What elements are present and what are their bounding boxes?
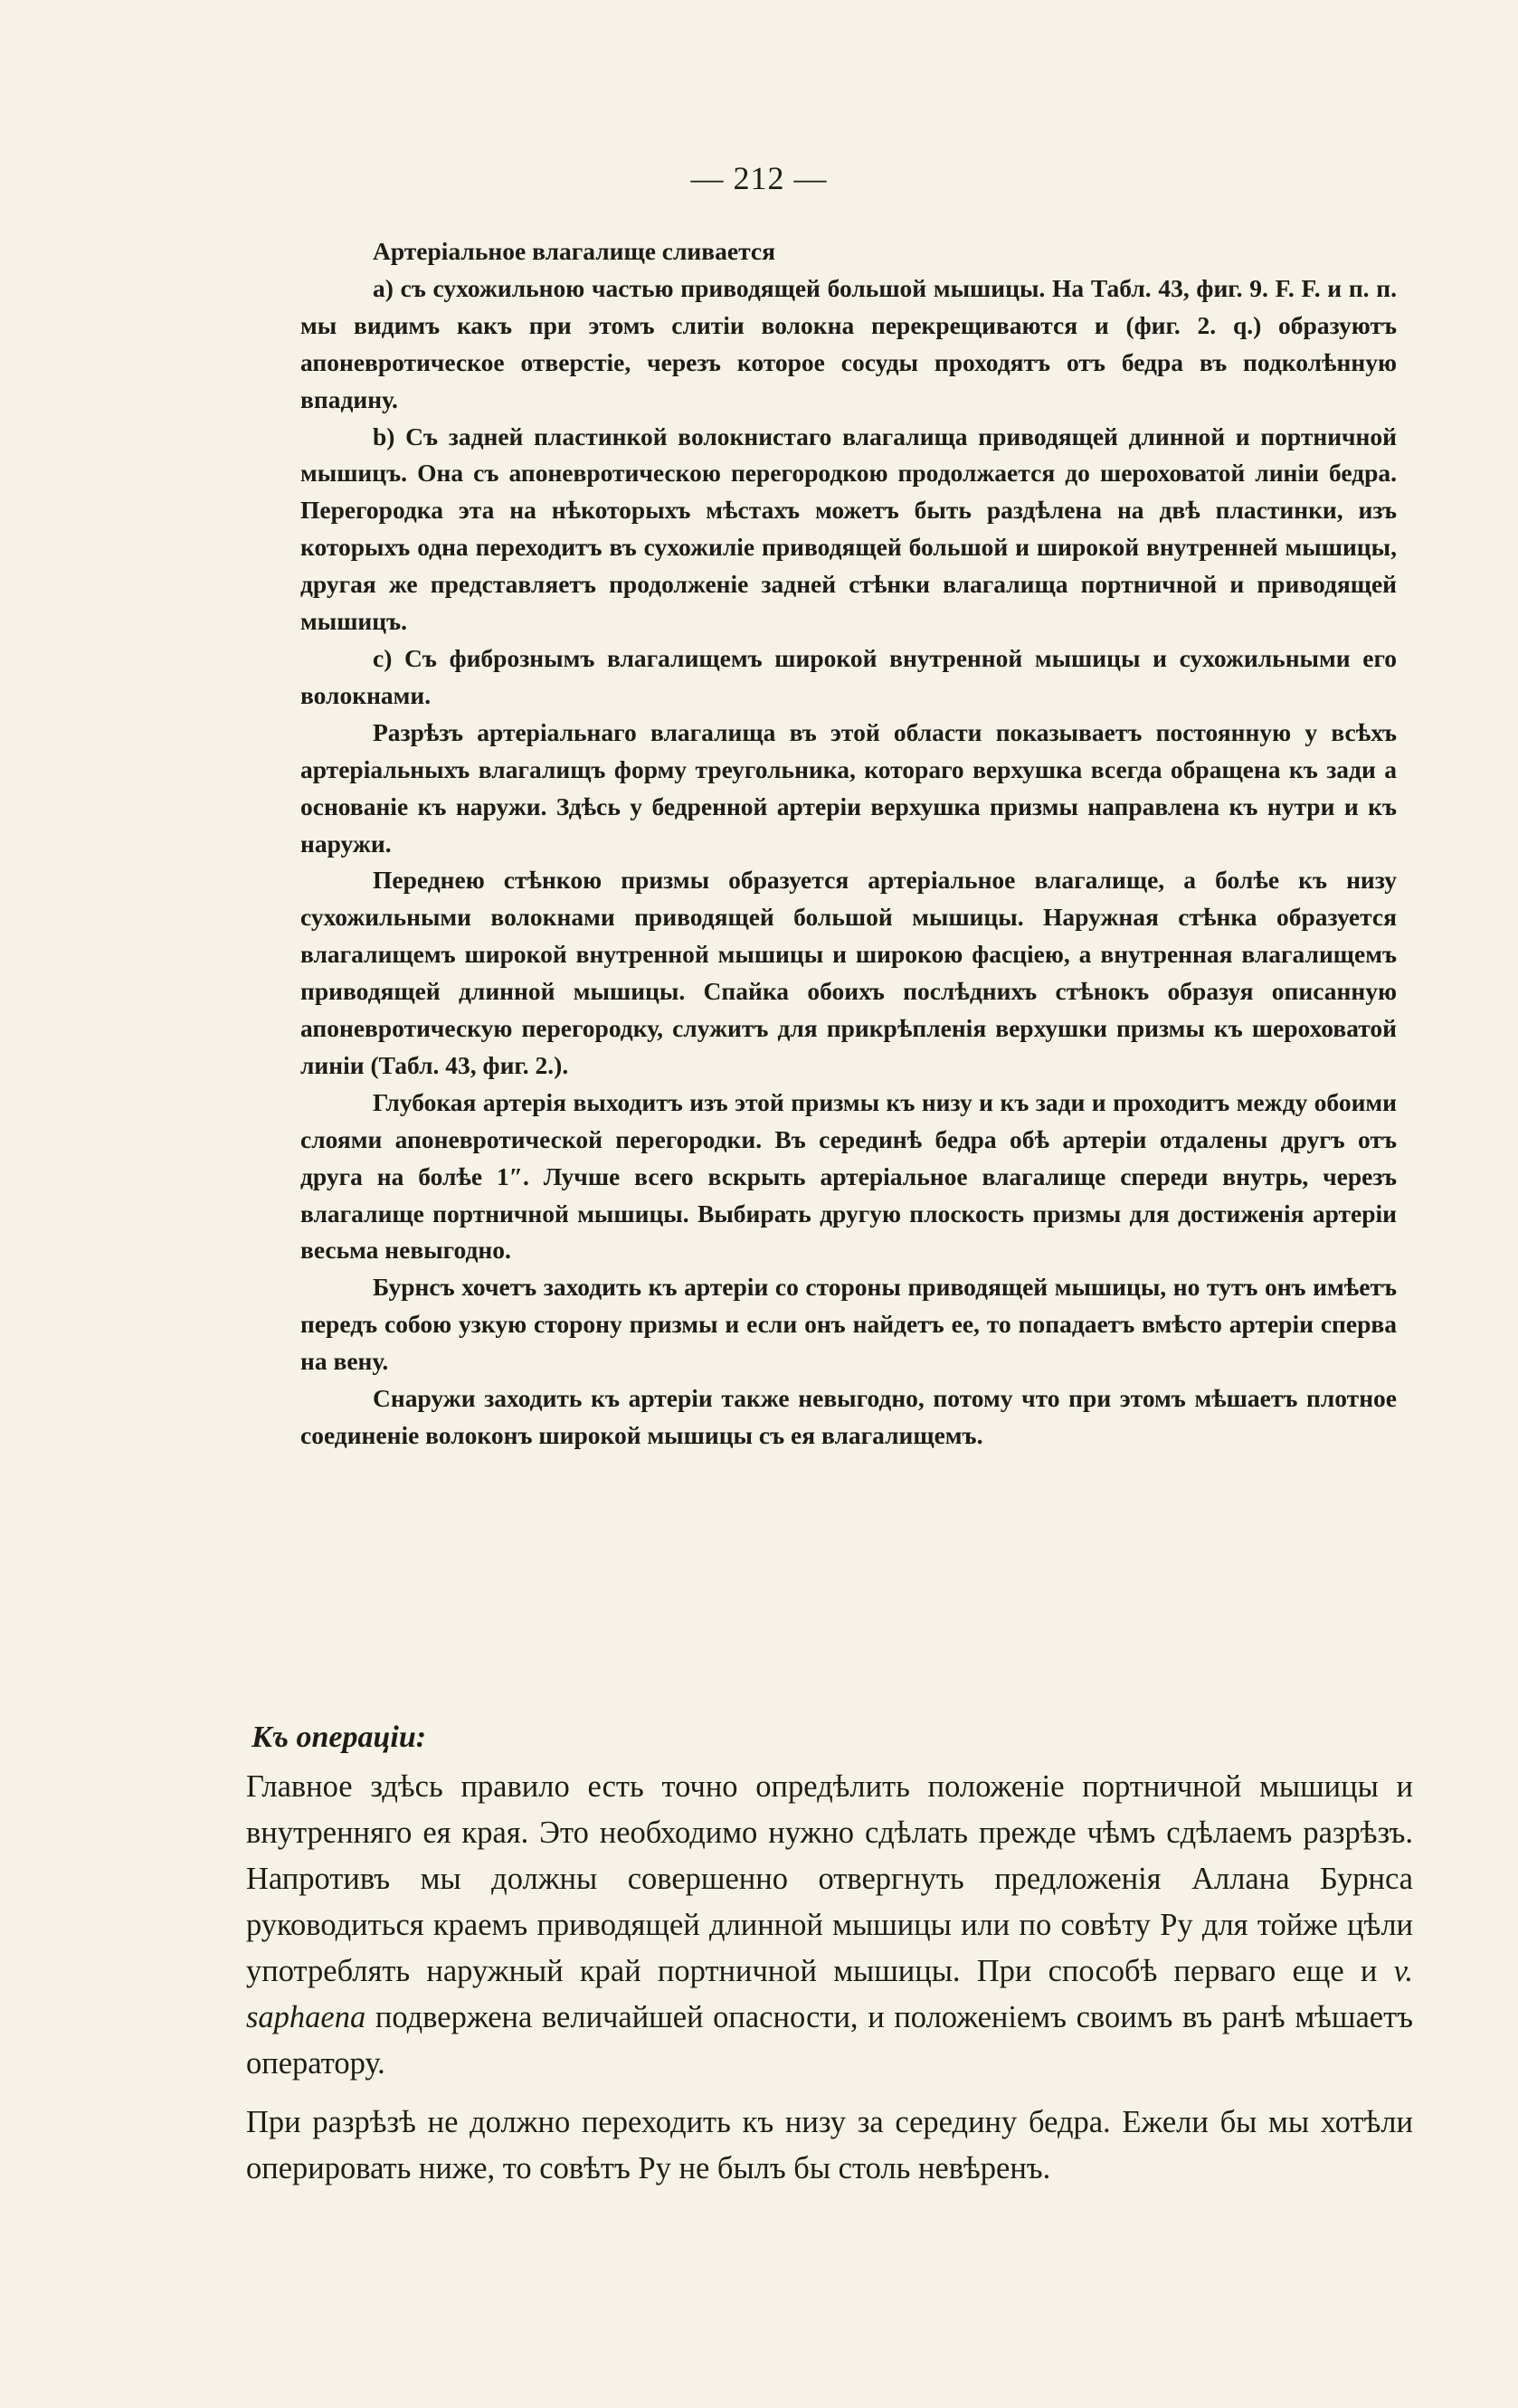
paragraph: b) Съ задней пластинкой волокнистаго влагалища приводящей длинной и портничной мышицъ. Она съ апоневротическою перегородкою продолжается до шероховатой линіи бедра. Перегородка эта на нѣкоторыхъ мѣстахъ можетъ быть раздѣлена на двѣ пластинки, изъ которыхъ одна переходитъ въ сухожиліе приводящей большой и широкой внутренней мышицы, другая же представляетъ продолженіе задней стѣнки влагалища портничной и приводящей мышицъ. [300,422,1397,636]
text-run: подвержена величайшей опасности, и положеніемъ своимъ въ ранѣ мѣшаетъ оператору. [246,2000,1413,2081]
paragraph: a) съ сухожильною частью приводящей большой мышицы. На Табл. 43, фиг. 9. F. F. и п. п. мы видимъ какъ при этомъ слитіи волокна перекрещиваются и (фиг. 2. q.) образуютъ апоневротическое отверстіе, черезъ которое сосуды проходятъ отъ бедра въ подколѣнную впадину. [300,273,1397,413]
paragraph: Бурнсъ хочетъ заходить къ артеріи со стороны приводящей мышицы, но тутъ онъ имѣетъ передъ собою узкую сторону призмы и если онъ найдетъ ее, то попадаетъ вмѣсто артеріи сперва на вену. [300,1273,1397,1376]
paragraph: Артеріальное влагалище сливается [373,237,776,265]
paragraph [246,1764,1413,2087]
paragraph: Снаружи заходить къ артеріи также невыгодно, потому что при этомъ мѣшаетъ плотное соединеніе волоконъ широкой мышицы съ ея влагалищемъ. [300,1384,1397,1449]
text-run: Главное здѣсь правило есть точно опредѣлить положеніе портничной мышицы и внутренняго ея края. Это необходимо нужно сдѣлать прежде чѣмъ сдѣлаемъ разрѣзъ. Напротивъ мы должны совершенно отвергнуть предложенія Аллана Бурнса руководиться краемъ приводящей длинной мышицы или по совѣту Ру для тойже цѣли употреблять наружный край портничной мышицы. При способѣ перваго еще и [246,1769,1413,1988]
section-heading: Къ операціи: [251,1721,427,1754]
latin-term: v. saphaena [246,1954,1413,2034]
paragraph: c) Съ фибрознымъ влагалищемъ широкой внутренной мышицы и сухожильными его волокнами. [300,643,1397,709]
page-number: — 212 — [690,160,828,196]
paragraph: Переднею стѣнкою призмы образуется артеріальное влагалище, а болѣе къ низу сухожильными волокнами приводящей большой мышицы. Наружная стѣнка образуется влагалищемъ широкой внутренной мышицы и широкою фасціею, а внутренная влагалищемъ приводящей длинной мышицы. Спайка обоихъ послѣднихъ стѣнокъ образуя описанную апоневротическую перегородку, служитъ для прикрѣпленія верхушки призмы къ шероховатой линіи (Табл. 43, фиг. 2.). [300,866,1397,1079]
paragraph: При разрѣзѣ не должно переходить къ низу за середину бедра. Ежели бы мы хотѣли оперировать ниже, то совѣтъ Ру не былъ бы столь невѣренъ. [246,2105,1413,2185]
paragraph: Глубокая артерія выходитъ изъ этой призмы къ низу и къ зади и проходитъ между обоими слоями апоневротической перегородки. Въ серединѣ бедра обѣ артеріи отдалены другъ отъ друга на болѣе 1″. Лучше всего вскрыть артеріальное влагалище спереди внутрь, черезъ влагалище портничной мышицы. Выбирать другую плоскость призмы для достиженія артеріи весьма невыгодно. [300,1087,1397,1265]
paragraph: Разрѣзъ артеріальнаго влагалища въ этой области показываетъ постоянную у всѣхъ артеріальныхъ влагалищъ форму треугольника, котораго верхушка всегда обращена къ зади а основаніе къ наружи. Здѣсь у бедренной артеріи верхушка призмы направлена къ нутри и къ наружи. [300,717,1397,858]
large-print-section [246,1764,1413,2204]
small-print-section [300,233,1397,1455]
